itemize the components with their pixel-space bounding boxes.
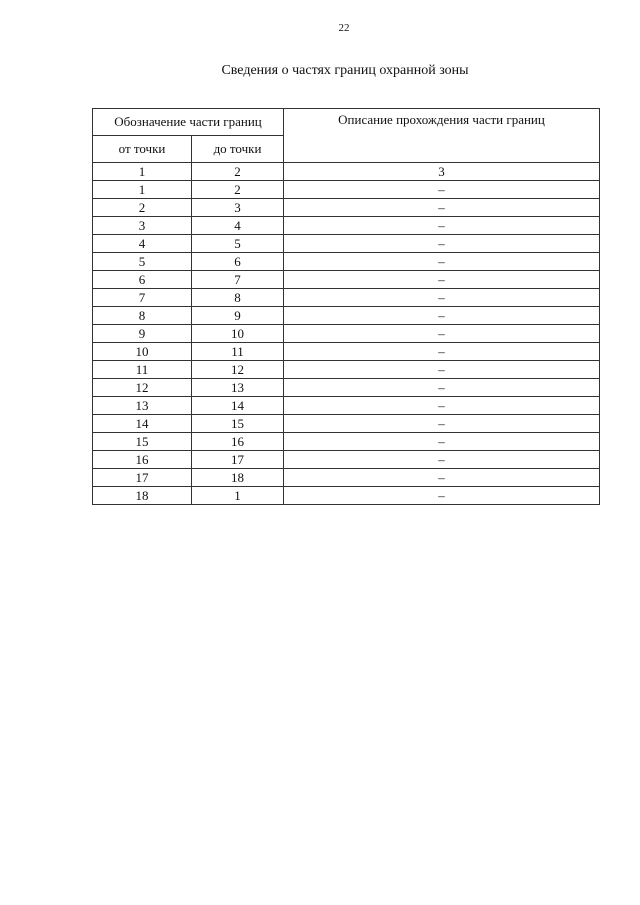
column-number: 1 [93, 163, 192, 181]
table-row [93, 415, 600, 433]
to-point-cell: 11 [192, 343, 284, 361]
table-row [93, 397, 600, 415]
description-cell: – [284, 343, 600, 361]
description-cell: – [284, 271, 600, 289]
column-number-row [93, 163, 600, 181]
table-row [93, 271, 600, 289]
to-point-cell: 8 [192, 289, 284, 307]
from-point-cell: 15 [93, 433, 192, 451]
page-title: Сведения о частях границ охранной зоны [221, 63, 469, 78]
from-point-cell: 13 [93, 397, 192, 415]
from-point-cell: 17 [93, 469, 192, 487]
table-row [93, 325, 600, 343]
table-row [93, 235, 600, 253]
to-point-cell: 9 [192, 307, 284, 325]
from-point-cell: 10 [93, 343, 192, 361]
description-cell: – [284, 487, 600, 505]
table-row [93, 379, 600, 397]
from-point-cell: 12 [93, 379, 192, 397]
header-description: Описание прохождения части границ [284, 109, 600, 163]
column-number: 2 [192, 163, 284, 181]
from-point-cell: 11 [93, 361, 192, 379]
from-point-cell: 2 [93, 199, 192, 217]
description-cell: – [284, 379, 600, 397]
table-row [93, 289, 600, 307]
table-row [93, 181, 600, 199]
table-row [93, 433, 600, 451]
description-cell: – [284, 217, 600, 235]
description-cell: – [284, 235, 600, 253]
column-number: 3 [284, 163, 600, 181]
page-number: 22 [338, 22, 350, 34]
to-point-cell: 4 [192, 217, 284, 235]
to-point-cell: 18 [192, 469, 284, 487]
description-cell: – [284, 253, 600, 271]
to-point-cell: 12 [192, 361, 284, 379]
from-point-cell: 4 [93, 235, 192, 253]
to-point-cell: 2 [192, 181, 284, 199]
table-body [93, 163, 600, 505]
from-point-cell: 16 [93, 451, 192, 469]
table-row [93, 451, 600, 469]
table-row [93, 217, 600, 235]
from-point-cell: 18 [93, 487, 192, 505]
from-point-cell: 14 [93, 415, 192, 433]
to-point-cell: 5 [192, 235, 284, 253]
to-point-cell: 10 [192, 325, 284, 343]
boundary-parts-table [92, 108, 600, 505]
from-point-cell: 7 [93, 289, 192, 307]
table-row [93, 361, 600, 379]
description-cell: – [284, 181, 600, 199]
description-cell: – [284, 307, 600, 325]
to-point-cell: 14 [192, 397, 284, 415]
to-point-cell: 17 [192, 451, 284, 469]
table-row [93, 487, 600, 505]
description-cell: – [284, 469, 600, 487]
table-row [93, 307, 600, 325]
description-cell: – [284, 199, 600, 217]
header-to-point: до точки [192, 136, 284, 163]
to-point-cell: 1 [192, 487, 284, 505]
header-from-point: от точки [93, 136, 192, 163]
description-cell: – [284, 325, 600, 343]
from-point-cell: 8 [93, 307, 192, 325]
to-point-cell: 6 [192, 253, 284, 271]
from-point-cell: 3 [93, 217, 192, 235]
from-point-cell: 6 [93, 271, 192, 289]
description-cell: – [284, 415, 600, 433]
table-row [93, 343, 600, 361]
description-cell: – [284, 433, 600, 451]
to-point-cell: 16 [192, 433, 284, 451]
header-boundary-designation: Обозначение части границ [93, 109, 284, 136]
table-row [93, 469, 600, 487]
to-point-cell: 3 [192, 199, 284, 217]
from-point-cell: 1 [93, 181, 192, 199]
description-cell: – [284, 361, 600, 379]
description-cell: – [284, 289, 600, 307]
table-row [93, 199, 600, 217]
from-point-cell: 9 [93, 325, 192, 343]
to-point-cell: 15 [192, 415, 284, 433]
description-cell: – [284, 397, 600, 415]
to-point-cell: 7 [192, 271, 284, 289]
from-point-cell: 5 [93, 253, 192, 271]
description-cell: – [284, 451, 600, 469]
to-point-cell: 13 [192, 379, 284, 397]
table-row [93, 253, 600, 271]
